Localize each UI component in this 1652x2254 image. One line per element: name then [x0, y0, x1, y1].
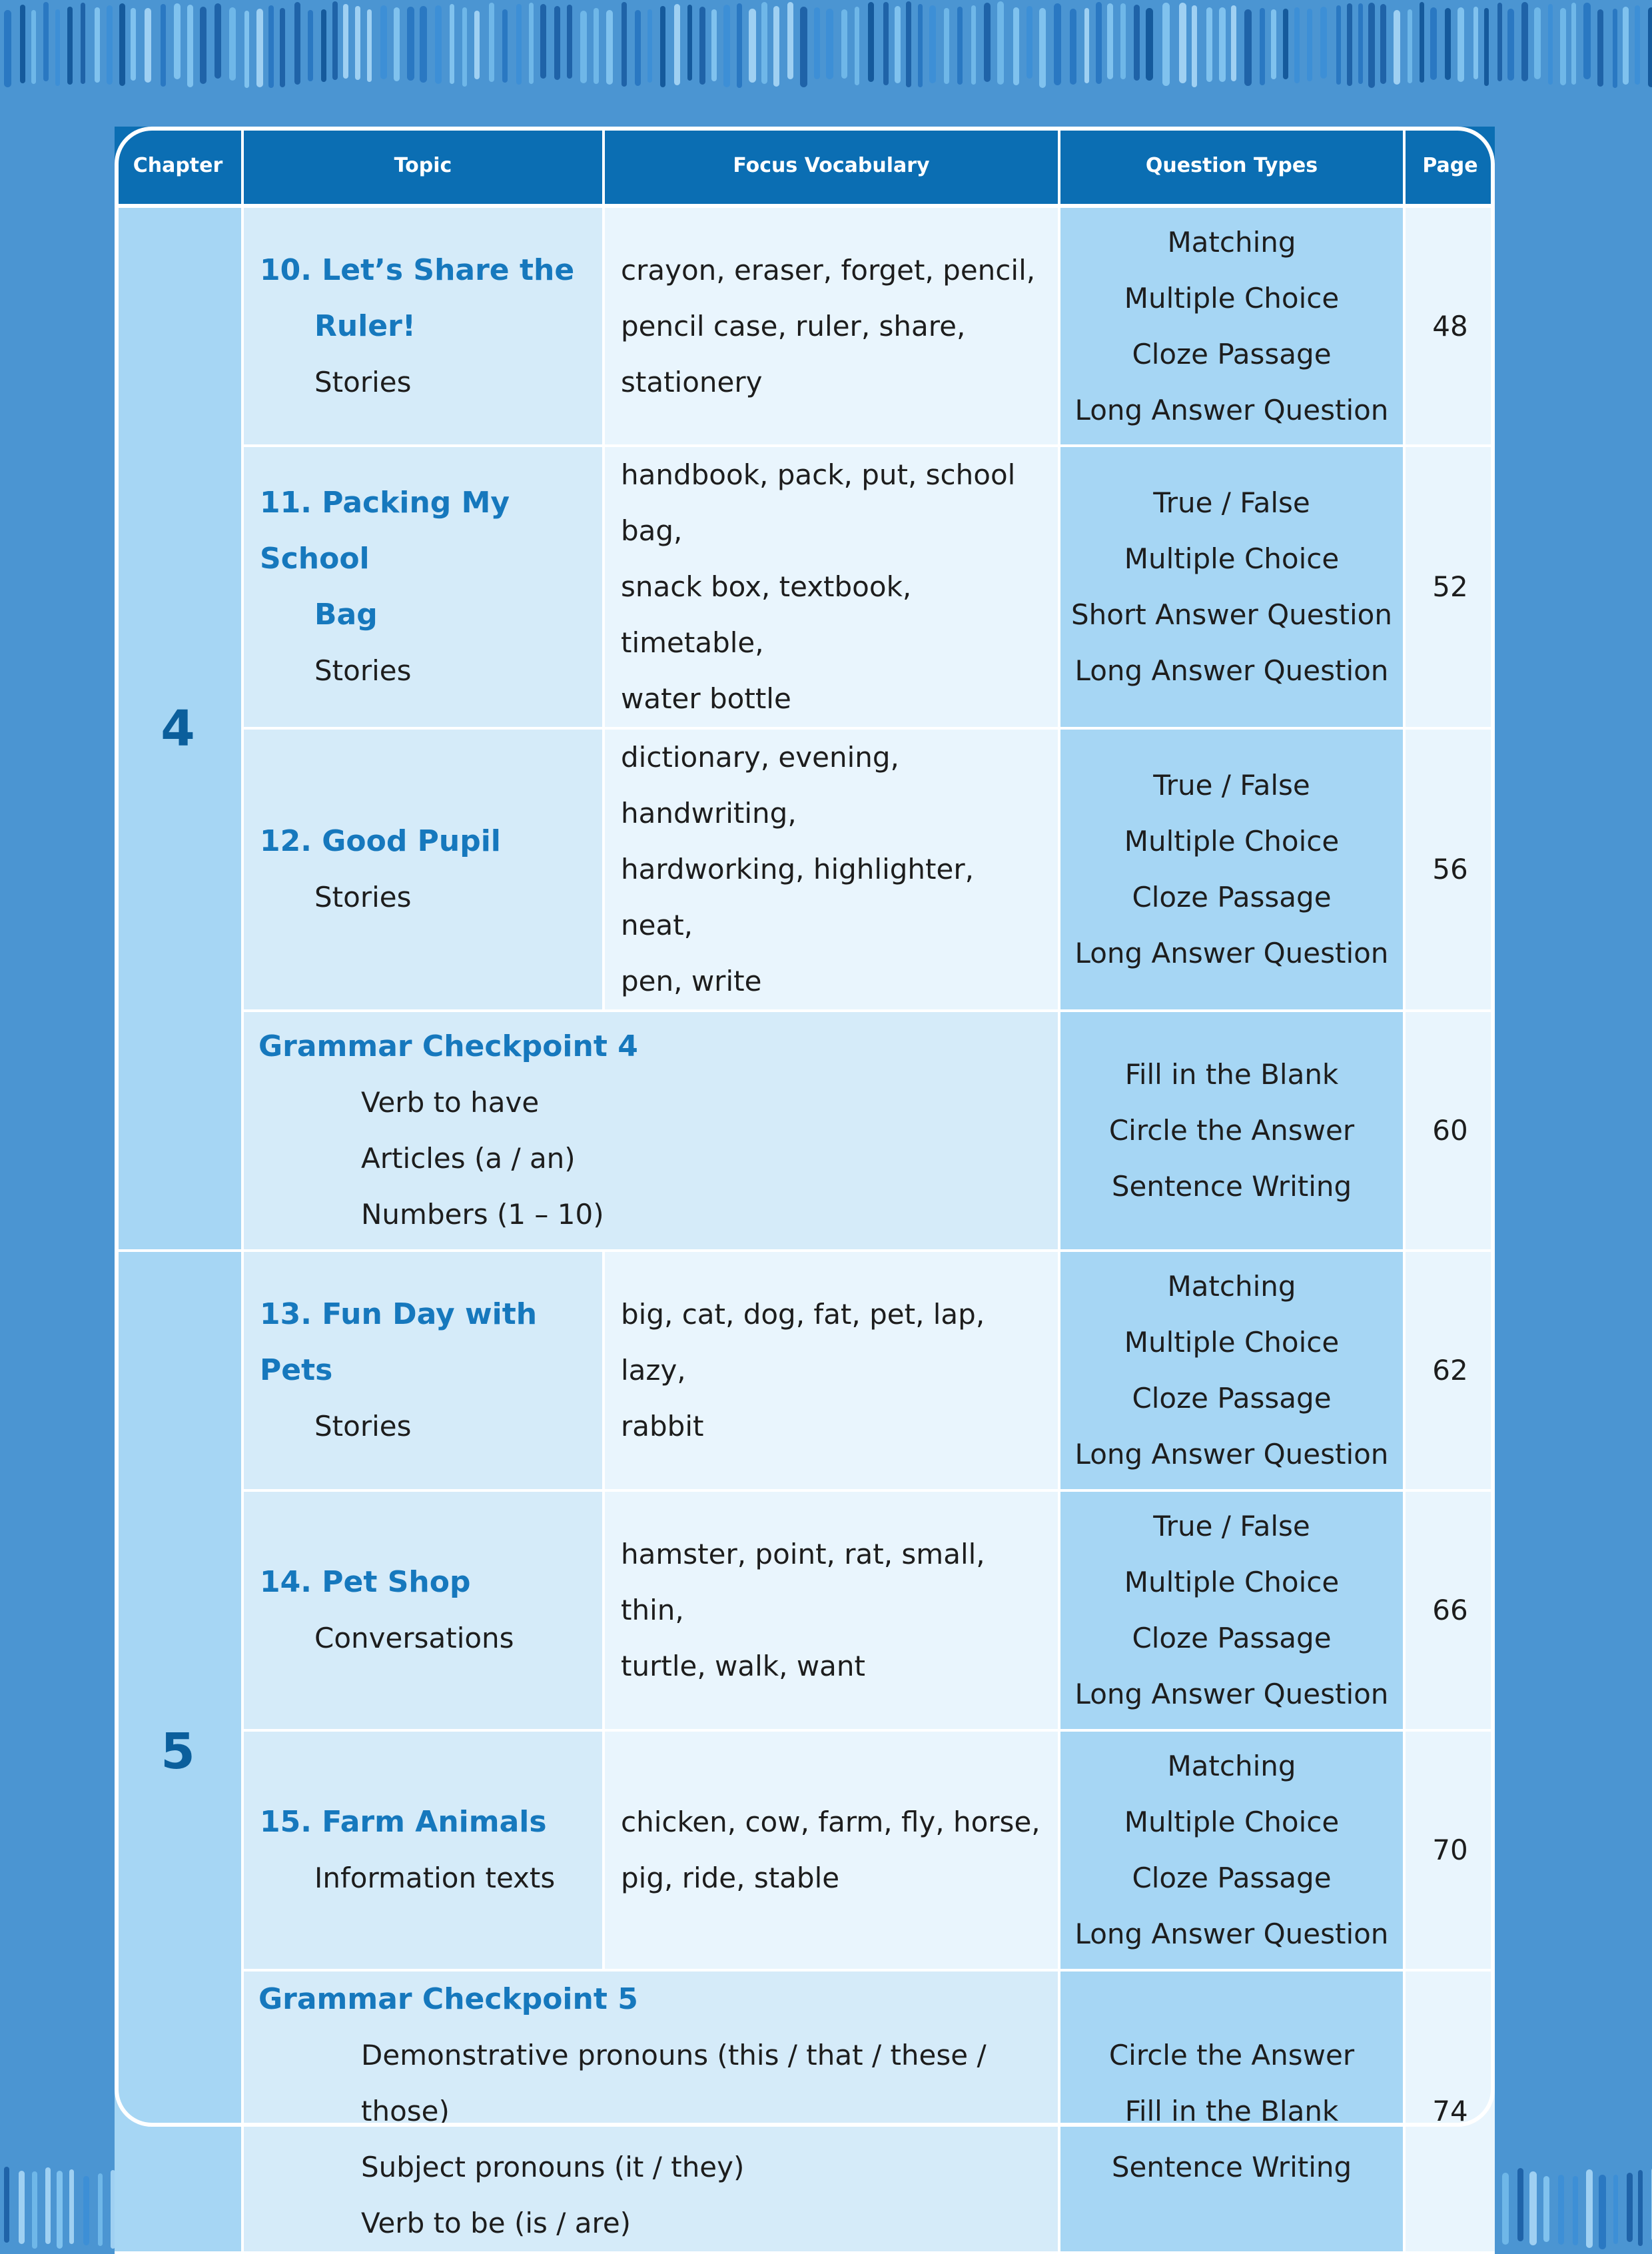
contents-table-card	[115, 127, 1495, 2239]
stripe-mark	[800, 7, 807, 87]
stripe-mark	[1430, 7, 1437, 80]
topic-genre: Stories	[314, 365, 412, 398]
question-type: Cloze Passage	[1132, 881, 1332, 913]
stripe-mark	[83, 2176, 89, 2245]
stripe-mark	[929, 5, 936, 83]
stripe-mark	[67, 7, 73, 85]
stripe-mark	[567, 5, 572, 79]
question-type: Multiple Choice	[1124, 1806, 1340, 1838]
vocabulary-line: big, cat, dog, fat, pet, lap, lazy,	[621, 1298, 985, 1387]
question-type: Circle the Answer	[1108, 2039, 1355, 2071]
question-type: Long Answer Question	[1074, 1918, 1389, 1950]
grammar-checkpoint-row	[115, 1970, 1495, 2253]
page-number: 52	[1404, 446, 1495, 728]
stripe-mark	[1648, 7, 1652, 87]
question-type: Short Answer Question	[1071, 598, 1392, 631]
question-type: Cloze Passage	[1132, 1622, 1332, 1654]
stripe-mark	[294, 2, 300, 85]
stripe-mark	[332, 1, 338, 80]
stripe-mark	[594, 8, 599, 84]
question-type: Multiple Choice	[1124, 1566, 1340, 1598]
top-stripe-border	[0, 0, 1652, 93]
stripe-mark	[761, 2, 767, 84]
stripe-mark	[621, 2, 627, 87]
stripe-mark	[1027, 6, 1032, 79]
stripe-mark	[1517, 2168, 1523, 2241]
stripe-mark	[868, 2, 874, 82]
stripe-mark	[1380, 4, 1386, 84]
stripe-mark	[474, 11, 480, 79]
stripe-mark	[1206, 7, 1212, 82]
topic-cell	[242, 206, 604, 446]
question-type: True / False	[1153, 486, 1310, 519]
stripe-mark	[957, 7, 963, 85]
topic-cell	[242, 1251, 604, 1490]
stripe-mark	[944, 8, 949, 84]
stripe-mark	[918, 4, 923, 87]
question-types-cell	[1059, 1970, 1404, 2253]
question-type: Circle the Answer	[1108, 1114, 1355, 1147]
stripe-mark	[1507, 9, 1514, 81]
stripe-mark	[737, 3, 742, 88]
stripe-mark	[55, 9, 60, 86]
stripe-mark	[1560, 8, 1566, 85]
stripe-mark	[1244, 9, 1252, 86]
question-types-cell	[1059, 1730, 1404, 1970]
grammar-item: Subject pronouns (it / they)	[361, 2151, 745, 2183]
question-type: Multiple Choice	[1124, 1326, 1340, 1359]
grammar-item: Verb to be (is / are)	[361, 2207, 631, 2239]
header-topic: Topic	[242, 127, 604, 206]
vocabulary-cell	[604, 206, 1059, 446]
topic-cell	[242, 1490, 604, 1730]
grammar-checkpoint-title: Grammar Checkpoint 5	[258, 1982, 638, 2016]
table-row	[115, 206, 1495, 446]
stripe-mark	[1627, 2173, 1633, 2242]
stripe-mark	[984, 3, 991, 82]
stripe-mark	[394, 7, 400, 81]
stripe-mark	[1623, 7, 1629, 85]
stripe-mark	[1586, 2169, 1593, 2248]
stripe-mark	[4, 2167, 9, 2243]
vocabulary-line: dictionary, evening, handwriting,	[621, 741, 899, 830]
stripe-mark	[20, 5, 25, 83]
stripe-mark	[1457, 7, 1464, 82]
table-row	[115, 1730, 1495, 1970]
vocabulary-line: pencil case, ruler, share,	[621, 309, 966, 342]
vocabulary-line: handbook, pack, put, school bag,	[621, 458, 1016, 547]
stripe-mark	[554, 6, 560, 80]
topic-cell	[242, 1730, 604, 1970]
question-type: True / False	[1153, 769, 1310, 802]
stripe-mark	[200, 7, 206, 84]
stripe-mark	[540, 4, 546, 79]
stripe-mark	[773, 6, 779, 87]
question-types-cell	[1059, 206, 1404, 446]
stripe-mark	[407, 7, 414, 81]
stripe-mark	[1358, 3, 1363, 84]
stripe-mark	[826, 9, 833, 79]
stripe-mark	[647, 9, 652, 83]
stripe-mark	[606, 10, 613, 85]
grammar-item: Demonstrative pronouns (this / that / these / those)	[361, 2039, 987, 2127]
stripe-mark	[1146, 8, 1153, 81]
stripe-mark	[855, 7, 859, 85]
stripe-mark	[580, 11, 587, 83]
page-number: 66	[1404, 1490, 1495, 1730]
question-type: Long Answer Question	[1074, 393, 1389, 426]
question-type: Multiple Choice	[1124, 281, 1340, 314]
grammar-cell	[242, 1970, 1059, 2253]
stripe-mark	[1179, 3, 1186, 83]
question-type: Fill in the Blank	[1124, 1058, 1339, 1091]
stripe-mark	[1583, 3, 1591, 79]
question-type: Cloze Passage	[1132, 337, 1332, 370]
table-row	[115, 1251, 1495, 1490]
question-type: True / False	[1153, 1510, 1310, 1542]
question-type: Matching	[1167, 1750, 1296, 1782]
stripe-mark	[119, 3, 125, 86]
stripe-mark	[321, 9, 326, 82]
stripe-mark	[1613, 9, 1617, 88]
vocabulary-line: rabbit	[621, 1410, 704, 1442]
stripe-mark	[1336, 5, 1341, 85]
question-type: Cloze Passage	[1132, 1862, 1332, 1894]
stripe-mark	[1039, 8, 1046, 88]
stripe-mark	[1635, 5, 1640, 85]
grammar-cell	[242, 1011, 1059, 1251]
stripe-mark	[1054, 3, 1061, 85]
stripe-mark	[1134, 5, 1140, 81]
stripe-mark	[1548, 4, 1553, 85]
stripe-mark	[814, 7, 820, 79]
stripe-mark	[1571, 3, 1576, 85]
stripe-mark	[1307, 9, 1312, 81]
topic-cell	[242, 728, 604, 1011]
table-header-row	[115, 127, 1495, 206]
stripe-mark	[1573, 2176, 1578, 2245]
stripe-mark	[32, 2171, 37, 2249]
question-types-cell	[1059, 1011, 1404, 1251]
stripe-mark	[1558, 2175, 1564, 2245]
stripe-mark	[711, 9, 717, 81]
question-types-cell	[1059, 446, 1404, 728]
vocabulary-cell	[604, 1730, 1059, 1970]
stripe-mark	[1107, 3, 1113, 79]
stripe-mark	[687, 5, 692, 81]
header-chapter: Chapter	[115, 127, 242, 206]
stripe-mark	[1219, 7, 1226, 82]
topic-title: 15. Farm Animals	[260, 1805, 547, 1839]
stripe-mark	[1084, 8, 1089, 83]
topic-title-continued: Ruler!	[314, 308, 416, 343]
page-number: 56	[1404, 728, 1495, 1011]
stripe-mark	[98, 2173, 103, 2246]
table-row	[115, 1490, 1495, 1730]
topic-title: 11. Packing My School	[260, 486, 510, 576]
question-types-cell	[1059, 1490, 1404, 1730]
stripe-mark	[1597, 9, 1603, 87]
vocabulary-line: pen, write	[621, 965, 762, 997]
header-page: Page	[1404, 127, 1495, 206]
question-type: Long Answer Question	[1074, 937, 1389, 969]
question-types-cell	[1059, 1251, 1404, 1490]
stripe-mark	[355, 6, 360, 80]
header-focus-vocabulary: Focus Vocabulary	[604, 127, 1059, 206]
stripe-mark	[1271, 9, 1276, 79]
stripe-mark	[997, 1, 1004, 85]
stripe-mark	[1638, 2170, 1643, 2246]
vocabulary-line: water bottle	[621, 682, 791, 715]
stripe-mark	[502, 9, 508, 83]
stripe-mark	[1162, 3, 1170, 86]
header-question-types: Question Types	[1059, 127, 1404, 206]
stripe-mark	[1120, 3, 1126, 79]
stripe-mark	[1394, 10, 1400, 85]
page-number: 60	[1404, 1011, 1495, 1251]
topic-cell	[242, 446, 604, 728]
question-types-cell	[1059, 728, 1404, 1011]
question-type: Fill in the Blank	[1124, 2095, 1339, 2127]
stripe-mark	[1613, 2175, 1618, 2244]
page-number: 70	[1404, 1730, 1495, 1970]
stripe-mark	[787, 2, 793, 79]
stripe-mark	[516, 4, 522, 85]
stripe-mark	[256, 9, 263, 87]
topic-genre: Stories	[314, 1410, 412, 1442]
stripe-mark	[45, 2167, 51, 2244]
stripe-mark	[229, 7, 236, 81]
stripe-mark	[1231, 5, 1236, 81]
question-type: Sentence Writing	[1111, 2151, 1352, 2183]
question-type: Long Answer Question	[1074, 654, 1389, 687]
page-number: 62	[1404, 1251, 1495, 1490]
grammar-item: Numbers (1 – 10)	[361, 1198, 604, 1231]
stripe-mark	[1484, 8, 1489, 86]
stripe-mark	[308, 10, 313, 81]
stripe-mark	[1013, 7, 1019, 85]
stripe-mark	[43, 2, 49, 81]
stripe-mark	[19, 2171, 25, 2244]
topic-title: 12. Good Pupil	[260, 824, 501, 858]
stripe-mark	[1347, 3, 1352, 86]
topic-genre: Stories	[314, 881, 412, 913]
vocabulary-cell	[604, 728, 1059, 1011]
stripe-mark	[1260, 8, 1265, 85]
stripe-mark	[635, 10, 641, 86]
topic-genre: Stories	[314, 654, 412, 687]
stripe-mark	[367, 9, 372, 82]
stripe-mark	[1408, 9, 1412, 83]
stripe-mark	[1473, 7, 1478, 79]
table-row	[115, 446, 1495, 728]
stripe-mark	[971, 5, 976, 85]
stripe-mark	[450, 4, 454, 84]
stripe-mark	[244, 11, 249, 88]
stripe-mark	[883, 2, 889, 85]
chapter-number: 4	[115, 206, 242, 1251]
stripe-mark	[1320, 7, 1327, 79]
stripe-mark	[1543, 2176, 1549, 2242]
stripe-mark	[161, 4, 166, 87]
vocabulary-line: turtle, walk, want	[621, 1650, 865, 1682]
stripe-mark	[1420, 2, 1424, 83]
contents-table	[115, 127, 1495, 2254]
vocabulary-cell	[604, 446, 1059, 728]
stripe-mark	[529, 3, 534, 84]
stripe-mark	[1521, 2, 1528, 81]
topic-title: 13. Fun Day with Pets	[260, 1297, 538, 1387]
stripe-mark	[435, 5, 442, 84]
stripe-mark	[699, 7, 705, 85]
topic-title-continued: Bag	[314, 598, 378, 632]
stripe-mark	[1445, 8, 1451, 80]
stripe-mark	[380, 5, 387, 79]
stripe-mark	[69, 2169, 74, 2244]
stripe-mark	[1368, 3, 1375, 88]
grammar-checkpoint-row	[115, 1011, 1495, 1251]
stripe-mark	[1070, 9, 1076, 85]
question-type: Long Answer Question	[1074, 1678, 1389, 1710]
topic-genre: Conversations	[314, 1622, 514, 1654]
question-type: Multiple Choice	[1124, 825, 1340, 857]
vocabulary-line: stationery	[621, 365, 763, 398]
stripe-mark	[489, 3, 494, 82]
stripe-mark	[674, 4, 680, 85]
question-type: Long Answer Question	[1074, 1438, 1389, 1470]
stripe-mark	[31, 10, 36, 84]
topic-title: 10. Let’s Share the	[260, 253, 575, 287]
grammar-checkpoint-title: Grammar Checkpoint 4	[258, 1029, 638, 1063]
stripe-mark	[187, 5, 193, 87]
stripe-mark	[841, 9, 847, 79]
vocabulary-line: crayon, eraser, forget, pencil,	[621, 253, 1036, 286]
stripe-mark	[280, 8, 285, 87]
stripe-mark	[145, 8, 151, 83]
question-type: Multiple Choice	[1124, 542, 1340, 575]
chapter-number: 5	[115, 1251, 242, 2253]
vocabulary-cell	[604, 1251, 1059, 1490]
grammar-item: Articles (a / an)	[361, 1142, 576, 1175]
vocabulary-line: pig, ride, stable	[621, 1862, 840, 1894]
page-number: 74	[1404, 1970, 1495, 2253]
table-row	[115, 728, 1495, 1011]
stripe-mark	[723, 5, 730, 87]
stripe-mark	[895, 6, 901, 83]
stripe-mark	[420, 6, 427, 83]
stripe-mark	[1529, 2171, 1537, 2245]
page-number: 48	[1404, 206, 1495, 446]
stripe-mark	[131, 8, 136, 81]
stripe-mark	[1497, 3, 1502, 81]
stripe-mark	[1283, 9, 1288, 79]
stripe-mark	[57, 2171, 63, 2249]
stripe-mark	[660, 6, 665, 87]
stripe-mark	[343, 4, 348, 79]
grammar-item: Verb to have	[361, 1086, 540, 1119]
stripe-mark	[906, 1, 911, 87]
question-type: Matching	[1167, 1270, 1296, 1303]
vocabulary-line: snack box, textbook, timetable,	[621, 570, 912, 659]
vocabulary-line: hardworking, highlighter, neat,	[621, 853, 974, 941]
stripe-mark	[107, 5, 113, 85]
stripe-mark	[268, 5, 274, 88]
vocabulary-line: chicken, cow, farm, fly, horse,	[621, 1806, 1040, 1838]
stripe-mark	[1502, 2173, 1509, 2245]
question-type: Cloze Passage	[1132, 1382, 1332, 1414]
stripe-mark	[95, 7, 100, 83]
stripe-mark	[1534, 7, 1541, 79]
stripe-mark	[1599, 2175, 1606, 2249]
question-type: Matching	[1167, 225, 1296, 259]
topic-genre: Information texts	[314, 1862, 556, 1894]
question-type: Sentence Writing	[1111, 1170, 1352, 1203]
stripe-mark	[1294, 7, 1300, 83]
vocabulary-cell	[604, 1490, 1059, 1730]
stripe-mark	[462, 7, 467, 87]
stripe-mark	[81, 3, 85, 84]
topic-title: 14. Pet Shop	[260, 1565, 471, 1599]
stripe-mark	[174, 3, 181, 79]
stripe-mark	[1096, 2, 1102, 84]
stripe-mark	[1192, 5, 1197, 87]
stripe-mark	[4, 10, 11, 87]
stripe-mark	[214, 3, 221, 79]
vocabulary-line: hamster, point, rat, small, thin,	[621, 1538, 985, 1626]
stripe-mark	[749, 9, 756, 83]
